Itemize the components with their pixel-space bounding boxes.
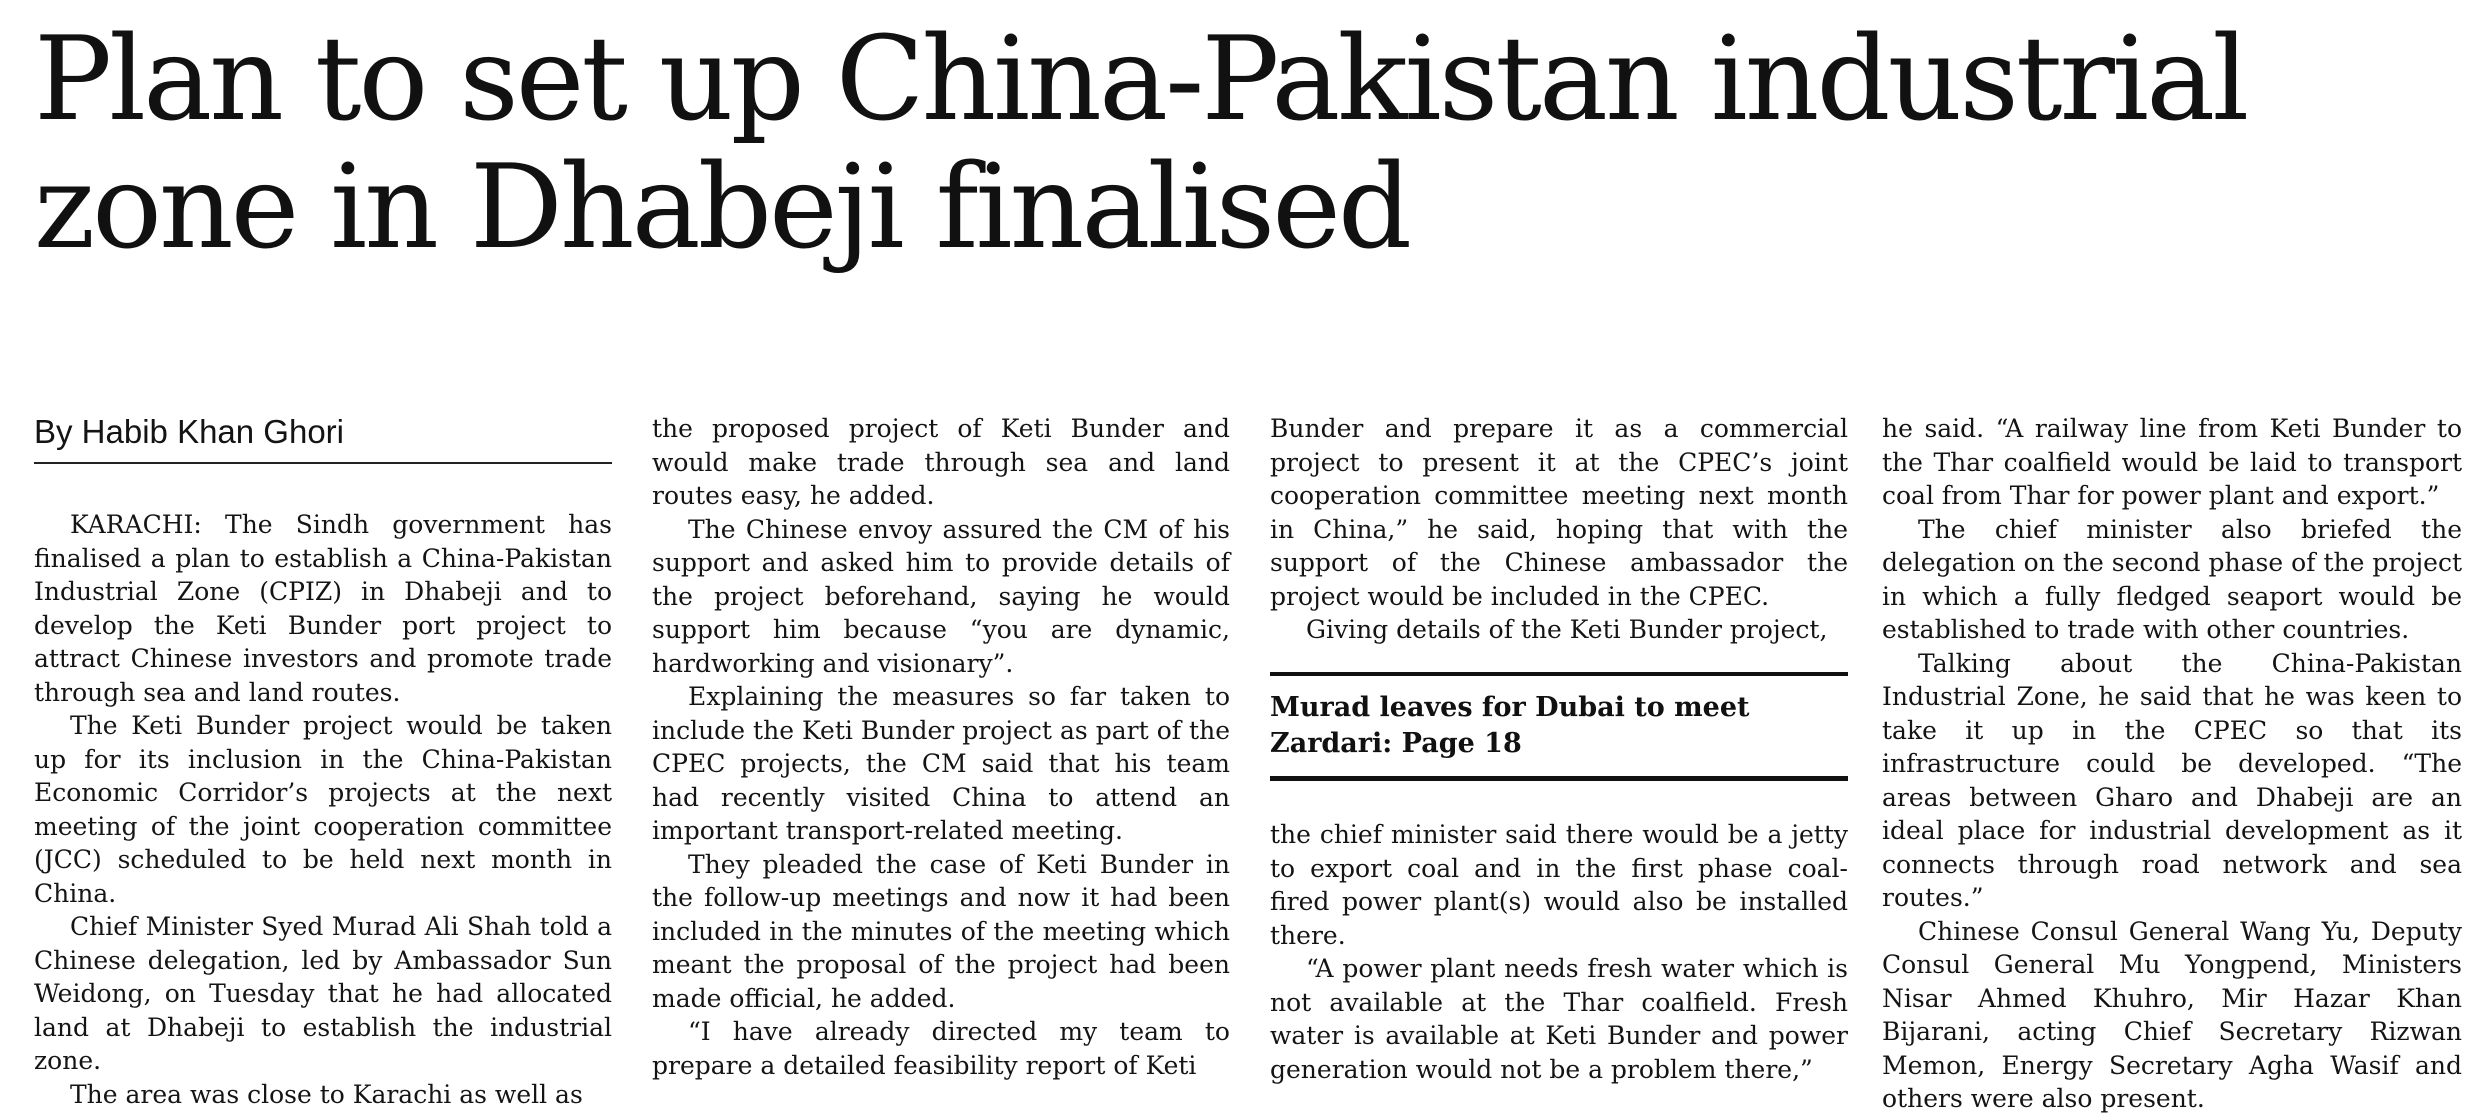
paragraph: Talking about the China-Pakistan Industrial Zone, he said that he was keen to take it up in the CPEC so that its infrastructure could be developed. “The areas between Gharo and Dhabeji are an ideal place for industrial development as it connects through road network and sea routes.” bbox=[1882, 648, 2462, 912]
paragraph: The chief minister also briefed the delegation on the second phase of the project in which a fully fledged seaport would be established to trade with other countries. bbox=[1882, 514, 2462, 644]
paragraph: “I have already directed my team to prepare a detailed feasibility report of Keti bbox=[652, 1017, 1230, 1080]
paragraph: Chief Minister Syed Murad Ali Shah told a Chinese delegation, led by Ambassador Sun Weidong, on Tuesday that he had allocated land at Dhabeji to establish the industrial zone. bbox=[34, 912, 612, 1075]
headline: Plan to set up China-Pakistan industrial zone in Dhabeji finalised bbox=[34, 12, 2247, 275]
paragraph: Chinese Consul General Wang Yu, Deputy Consul General Mu Yongpend, Ministers Nisar Ahmed Khuhro, Mir Hazar Khan Bijarani, acting Chief Secretary Rizwan Memon, Energy Secretary Agha Wasif and others were also present. bbox=[1882, 916, 2462, 1113]
paragraph: They pleaded the case of Keti Bunder in the follow-up meetings and now it had been included in the minutes of the meeting which meant the proposal of the project had been made official, he added. bbox=[652, 849, 1230, 1013]
article-column-3-top bbox=[1270, 412, 1848, 647]
cross-reference-box: Murad leaves for Dubai to meet Zardari: Page 18 bbox=[1270, 672, 1848, 781]
article-column-3-bottom bbox=[1270, 818, 1848, 1086]
paragraph: Explaining the measures so far taken to include the Keti Bunder project as part of the CPEC projects, the CM said that his team had recently visited China to attend an important transport-related meeting. bbox=[652, 682, 1230, 845]
paragraph: The area was close to Karachi as well as bbox=[70, 1079, 583, 1109]
article-column-2 bbox=[652, 412, 1230, 1082]
paragraph: The Keti Bunder project would be taken up for its inclusion in the China-Pakistan Economic Corridor’s projects at the next meeting of the joint cooperation committee (JCC) scheduled to be held next month in China. bbox=[34, 711, 612, 908]
paragraph: Bunder and prepare it as a commercial project to present it at the CPEC’s joint cooperation committee meeting next month in China,” he said, hoping that with the support of the Chinese ambassador the project would be included in the CPEC. bbox=[1270, 414, 1848, 611]
paragraph: the chief minister said there would be a jetty to export coal and in the first phase coal-fired power plant(s) would also be installed there. bbox=[1270, 820, 1848, 950]
paragraph: he said. “A railway line from Keti Bunder to the Thar coalfield would be laid to transport coal from Thar for power plant and export.” bbox=[1882, 414, 2462, 510]
paragraph: “A power plant needs fresh water which is not available at the Thar coalfield. Fresh water is available at Keti Bunder and power generation would not be a problem there,” bbox=[1270, 954, 1848, 1084]
paragraph: the proposed project of Keti Bunder and would make trade through sea and land routes easy, he added. bbox=[652, 414, 1230, 510]
paragraph: The Chinese envoy assured the CM of his support and asked him to provide details of the project beforehand, saying he would support him because “you are dynamic, hardworking and visionary”. bbox=[652, 514, 1230, 678]
byline: By Habib Khan Ghori bbox=[34, 410, 612, 464]
paragraph: KARACHI: The Sindh government has finalised a plan to establish a China-Pakistan Industrial Zone (CPIZ) in Dhabeji and to develop the Keti Bunder port project to attract Chinese investors and promote trade through sea and land routes. bbox=[34, 510, 612, 707]
article-column-4 bbox=[1882, 412, 2462, 1116]
article-column-1 bbox=[34, 508, 612, 1111]
paragraph: Giving details of the Keti Bunder project, bbox=[1306, 615, 1828, 644]
